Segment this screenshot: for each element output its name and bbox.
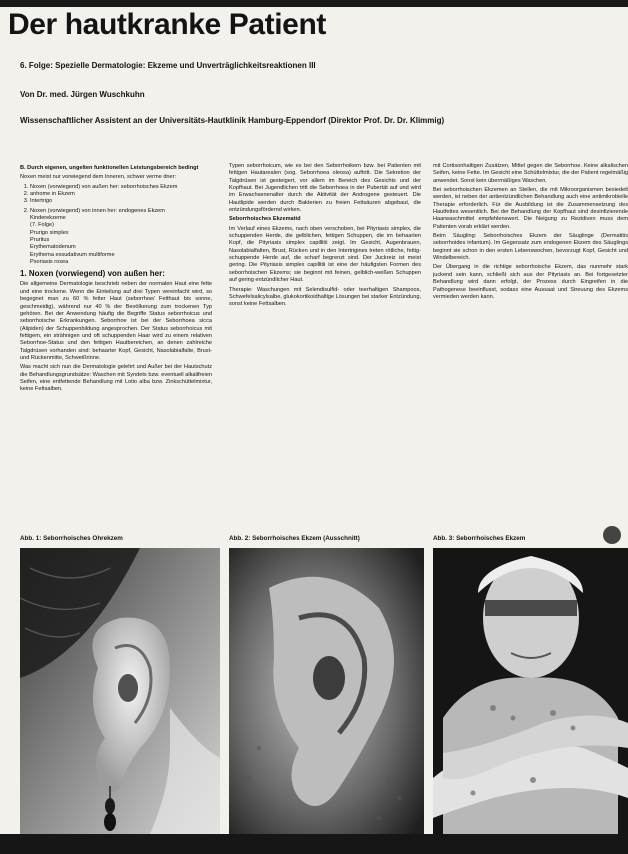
paragraph: Therapie: Waschungen mit Selendisulfid- oder teerhaltigen Shampoos, Schwefelsalicylsalbe, glukokortikoidhaltige Lösungen bei starker Entzündung, sonst keine Fettsalben. (229, 286, 421, 308)
paragraph: Im Verlauf eines Ekzems, nach oben verschoben, bei Pityriasis simplex, die schuppenden Herde, die gelblichen, fettigen Schuppen, die im behaarten Kopf, die Pityriasis simplex capillitii zeigt. Im Gesicht, Augenbrauen, Nasolabialfalten, Brust, Rücken und in den Intertrigines treten rötliche, fettig-schuppende Herde auf, die scharf begrenzt sind. Der Juckreiz ist meist gering. Die Pityriasis simplex capillitii ist eine der häufigsten Formen des seborrhoischen Ekzems; sie beginnt mit feinen, gelblich-weißen Schuppen auf gering entzündlicher Haut. (229, 225, 421, 284)
list-item: Erythematodenum (30, 244, 76, 251)
list-item: Prurigo simplex (30, 229, 69, 236)
paragraph: Die allgemeine Dermatologie beschrieb neben der normalen Haut eine fette und eine trockene. Wenn die Einteilung auf drei Typen vereinfacht wird, so begegnet man zu 60 % fetter Haut (seborrhoe/ Fetthaut bis sonne, geschmeidig), während nur 40 % der Bevölkerung zum trockenen Typ gehören. Bei der Anwendung häufig die Begriffe Status seborrhoicus und seborrhoische Erkrankungen. Seborrhoe ist bei der Seborrhoea sicca (Alipiden) der Schuppenbildung angesprochen. Der Status seborrhoicus mit fettigem, ein strähnigen und oft schuppenden Haar wird zu einem relativen Seborrhoe-Status und den fettigen Hautbereichen, an denen zahlreiche Talgdrüsen vorhanden sind: behaarter Kopf, Gesicht, Nasolabialfalte, Brust- und Rückenmitte, Schweißrinne. (20, 281, 212, 361)
list-item: 1. Noxen (vorwiegend) von außen her: seborrhoisches Ekzem (30, 184, 212, 191)
text-column-1 (20, 163, 212, 528)
article-affiliation: Wissenschaftlicher Assistent an der Universitäts-Hautklinik Hamburg-Eppendorf (Direktor Prof. Dr. Dr. Klimmig) (20, 116, 445, 125)
list-item: 2. anhome in Ekzem (30, 191, 212, 198)
figure-2-caption: Abb. 2: Seborrhoisches Ekzem (Ausschnitt) (229, 535, 360, 542)
top-border-bar (0, 0, 628, 7)
paragraph: Beim Säugling: Seborrhoisches Ekzem der Säuglinge (Dermatitis seborrhoides infantum). Im Gegensatz zum endogenen Ekzem des Säuglings beginnt sie schon in den ersten Lebenswochen, bevorzugt Kopf, Gesicht und Windelbereich. (433, 233, 628, 262)
text-column-3 (433, 163, 628, 528)
list-item: 2. Noxen (vorwiegend) von innen her: endogenes Ekzem (30, 208, 212, 215)
eye-censor-bar (485, 600, 577, 616)
paragraph: Typen seborrhoicum, wie es bei den Seborrhoikern bzw. bei Patienten mit fettigen Hautarealen (sog. Seborrhoea oleosa) auftritt. Die Sekretion der Talgdrüsen ist gesteigert, vor allem im Bereich des Gesichts und der Kopfhaut. Bei Jugendlichen tritt die Seborrhoea in der Pubertät auf und wird im Erwachsenenalter durch die Aktivität der Androgene gesteuert. Die Hautlipide werden durch Bakterien zu freien Fettsäuren abgebaut, die entzündungsfördernd wirken. (229, 163, 421, 214)
text-column-2 (229, 163, 421, 528)
figure-3-photo-patient (433, 548, 628, 834)
article-subtitle: 6. Folge: Spezielle Dermatologie: Ekzeme und Unverträglichkeitsreaktionen III (20, 61, 316, 70)
noxen-list-b (20, 208, 212, 267)
figure-1-caption: Abb. 1: Seborrhoisches Ohrekzem (20, 535, 123, 542)
figure-2-photo-ear-closeup (229, 548, 424, 834)
paragraph: Was macht sich nun die Dermatologie gelehrt und Außer bei der Hautschutz die Behandlungsgrundsätze: Waschen mit Syndets bzw. eventuell alkalifreien Seifen, eine entfettende Behandlung mit Lotio alba bzw. Zinkschüttelmixtur, keine Fettsalben. (20, 364, 212, 393)
list-item: (7. Folge) (30, 222, 54, 229)
list-item: Psoriasis rosea (30, 259, 69, 266)
paragraph: Der Übergang in die richtige seborrhoische Ekzem, das nunmehr stark juckend sein kann, schließt sich aus der Pityriasis an. Bei fortgesetzter Behandlung wird dann erfolgt, der Prozess durch Eingreifen in die Pathogenese beeinflusst, sodass eine Aussaat und Streuung des Ekzems vermieden werden kann. (433, 264, 628, 300)
list-item: Pruritus (30, 237, 50, 244)
patient-photo-image (433, 548, 628, 834)
article-author: Von Dr. med. Jürgen Wuschkuhn (20, 90, 145, 99)
article-title: Der hautkranke Patient (8, 8, 326, 41)
section-heading: Seborrhoisches Ekzematid (229, 216, 301, 223)
section-heading: 1. Noxen (vorwiegend) von außen her: (20, 269, 165, 279)
list-item: Erythema exsudativum multiforme (30, 251, 115, 258)
list-item: 3. Intertrigo (30, 198, 212, 205)
paragraph: mit Cortisonhaltigen Zusätzen, Mittel gegen die Seborrhoe. Keine alkalischen Seifen, keine Fette. Im Gesicht eine Schüttelmixtur, die der Patient regelmäßig anwendet. Sonst kein übermäßiges Waschen. (433, 163, 628, 184)
ear-closeup-image (229, 548, 424, 834)
bottom-border-bar (0, 834, 628, 854)
paragraph: Bei seborrhoischen Ekzemen an Stellen, die mit Mikroorganismen besiedelt werden, ist neben der antientzündlichen Behandlung auch eine antimikrobielle Therapie erforderlich. Für die Ausbildung ist die Zusammensetzung des Hautfettes wesentlich. Bei der Behandlung der Kopfhaut sind desinfizierende Haarwaschmittel empfehlenswert. Die Neigung zu Rezidiven muss dem Patienten vorab erklärt werden. (433, 187, 628, 230)
column-intro-heading: B. Durch eigenen, ungelten funktionellen Leistungsbereich bedingt (20, 165, 199, 171)
figure-3-caption: Abb. 3: Seborrhoisches Ekzem (433, 535, 526, 542)
list-item: Kinderekzeme (30, 215, 66, 222)
noxen-list-a (20, 184, 212, 206)
ear-photo-image (20, 548, 220, 834)
column-intro-text: Noxen meist nur vorwiegend dem Inneren, schwer verme dner: (20, 174, 177, 181)
figure-1-photo-ear (20, 548, 220, 834)
page-marker-dot (603, 526, 621, 544)
